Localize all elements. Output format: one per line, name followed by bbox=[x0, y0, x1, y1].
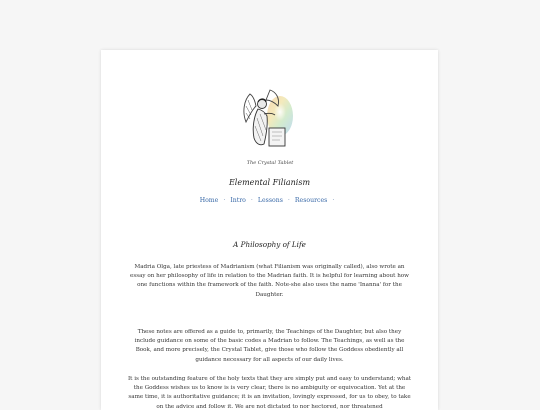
section-title: A Philosophy of Life bbox=[233, 240, 306, 249]
angel-logo-icon bbox=[230, 86, 310, 170]
nav-separator: · bbox=[250, 197, 253, 204]
nav-separator: · bbox=[223, 197, 226, 204]
guide-paragraph: These notes are offered as a guide to, primarily, the Teachings of the Daughter, but also they include guidance on some of the basic codes a Madrian to follow. The Teachings, as well as the Book, and more precisely, the Crystal Tablet, give those who follow the Goddess obediently all guidance necessary for all aspects of our daily lives. bbox=[134, 328, 405, 363]
intro-paragraph: Madria Olga, late priestess of Madrianism (what Filianism was originally called), also wrote an essay on her philosophy of life in relation to the Madrian faith. It is helpful for learning about how one functions within the framework of the faith. Note-she also uses the name 'Inanna' for the Daughter. bbox=[130, 263, 409, 298]
nav-resources[interactable]: Resources bbox=[294, 197, 328, 204]
page-card bbox=[101, 50, 438, 410]
holy-texts-paragraph: It is the outstanding feature of the holy texts that they are simply put and easy to understand; what the Goddess wishes us to know is is very clear, there is no ambiguity or equivocation. Yet at the same time, it is authoritative guidance; it is an invitation, lovingly expressed, for us to obey, to take on the advice and follow it. We are not dictated to nor hectored, nor threatened bbox=[127, 375, 412, 410]
site-title[interactable]: Elemental Filianism bbox=[228, 178, 311, 187]
nav-separator: · bbox=[287, 197, 290, 204]
nav-home[interactable]: Home bbox=[199, 197, 219, 204]
logo-caption: The Crystal Tablet bbox=[246, 160, 293, 166]
nav-separator: · bbox=[332, 197, 335, 204]
site-logo[interactable] bbox=[101, 86, 438, 170]
nav-intro[interactable]: Intro bbox=[230, 197, 246, 204]
main-nav bbox=[101, 197, 438, 204]
nav-lessons[interactable]: Lessons bbox=[257, 197, 283, 204]
